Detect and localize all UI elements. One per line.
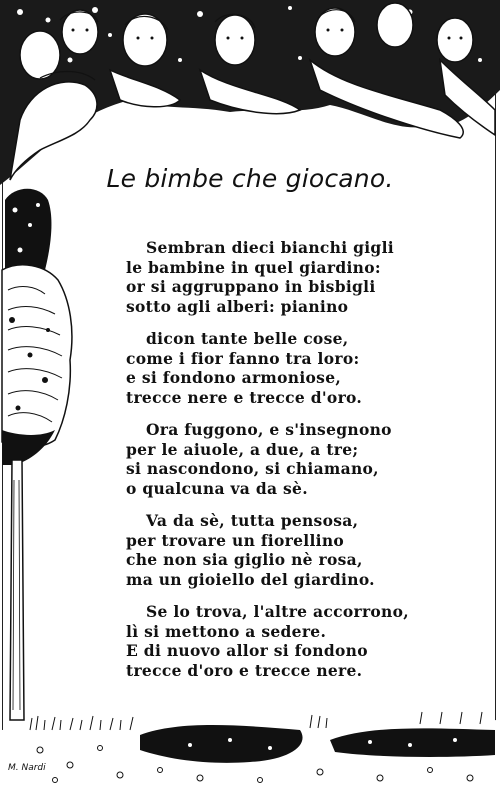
poem-body [126,238,426,693]
poem-line: le bambine in quel giardino: [126,257,381,277]
poem-line: trecce d'oro e trecce nere. [126,660,363,680]
poem-line: sotto agli alberi: pianino [126,296,349,316]
poem-line: E di nuovo allor si fondono [126,641,368,660]
poem-title: Le bimbe che giocano. [106,164,394,193]
poem-line: che non sia giglio nè rosa, [126,550,363,569]
poem-line: come i fior fanno tra loro: [126,348,360,368]
stanza [126,602,426,680]
poem-line: Va da sè, tutta pensosa, [146,511,359,530]
artist-signature: M. Nardi [8,763,46,773]
stanza [126,238,426,316]
poem-line: Sembran dieci bianchi gigli [146,238,394,257]
poem-line: per le aiuole, a due, a tre; [126,439,359,459]
poem-line: dicon tante belle cose, [146,329,349,348]
tree-illustration [0,180,90,740]
poem-line: or si aggruppano in bisbigli [126,277,376,296]
poem-line: trecce nere e trecce d'oro. [126,387,363,407]
poem-line: e si fondono armoniose, [126,368,342,387]
stanza [126,329,426,407]
poem-line: Ora fuggono, e s'insegnono [146,420,392,439]
meadow-illustration [0,700,500,792]
poem-line: lì si mettono a sedere. [126,621,327,641]
stanza [126,511,426,589]
poem-line: Se lo trova, l'altre accorrono, [146,602,409,621]
poem-line: o qualcuna va da sè. [126,478,308,498]
stanza [126,420,426,498]
poem-line: si nascondono, si chiamano, [126,459,379,478]
poem-line: per trovare un fiorellino [126,530,345,550]
poem-line: ma un gioiello del giardino. [126,569,375,589]
